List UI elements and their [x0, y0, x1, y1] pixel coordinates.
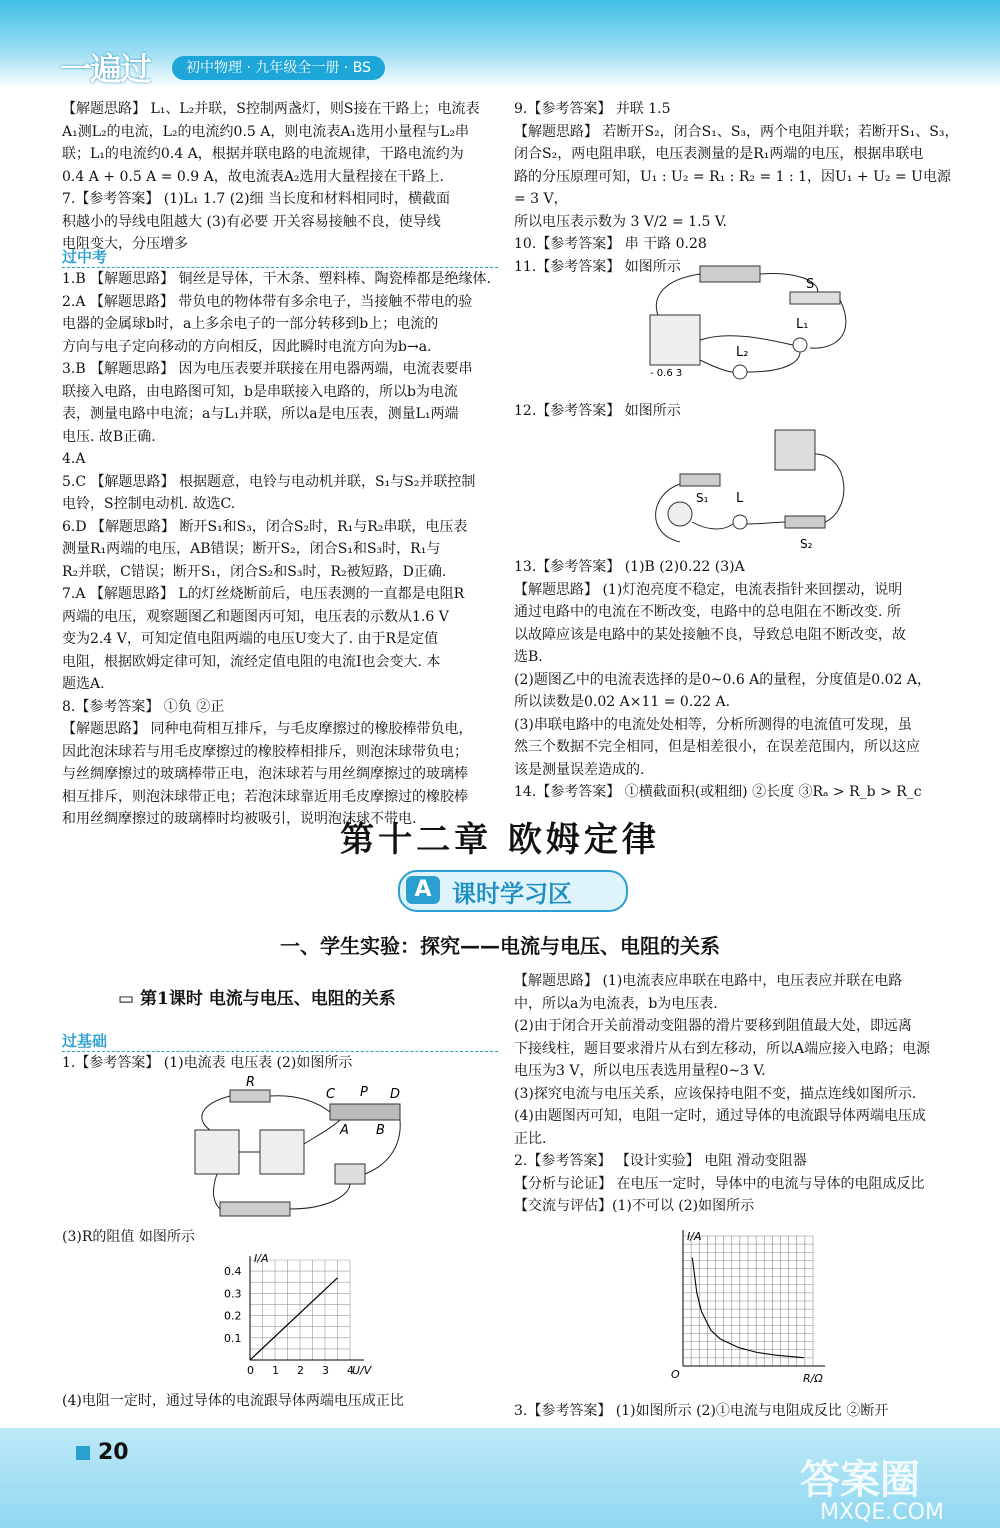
zone-letter-badge: A: [406, 876, 440, 904]
circuit-diagram-q1: [180, 1074, 420, 1224]
q1-4-line: [62, 1390, 508, 1413]
text-line: 6.D 【解题思路】 断开S₁和S₃，闭合S₂时，R₁与R₂串联，电压表: [62, 518, 468, 535]
text-line: 电阻变大，分压增多: [62, 236, 188, 252]
rheostat: [330, 1104, 400, 1120]
bulb-l2: [733, 365, 747, 379]
text-line: 该是测量误差造成的.: [514, 761, 645, 778]
text-line: 9.【参考答案】 并联 1.5: [514, 101, 671, 117]
label-s1: S₁: [696, 491, 709, 505]
x-tick-label: 2: [297, 1364, 304, 1377]
coil: [668, 502, 692, 526]
y-axis-label: I/A: [687, 1230, 702, 1243]
chart-i-u: [210, 1250, 390, 1388]
x-tick-label: 0: [247, 1364, 254, 1377]
book-icon: ▭: [118, 989, 140, 1009]
text-line: 【分析与论证】 在电压一定时，导体中的电流与导体的电阻成反比: [514, 1175, 925, 1192]
bulb-l: [733, 515, 747, 529]
q1-line: [62, 1052, 508, 1075]
wire: [656, 454, 844, 542]
battery: [220, 1202, 290, 1216]
bulb-l1: [793, 338, 807, 352]
text-line: 联接入电路，由电路图可知，b是串联接入电路的，所以b为电流: [62, 383, 458, 400]
label-d: D: [390, 1087, 401, 1102]
subject-pill: 初中物理 · 九年级全一册 · BS: [172, 56, 385, 80]
text-line: 下接线柱，题目要求滑片从右到左移动，所以A端应接入电路；电源: [514, 1040, 931, 1057]
text-line: 电压为3 V，所以电压表选用量程0~3 V.: [514, 1063, 766, 1079]
text-line: 方向与电子定向移动的方向相反，因此瞬时电流方向为b→a.: [62, 338, 432, 355]
left-answers-top: [62, 98, 508, 256]
text-line: 8.【参考答案】 ①负 ②正: [62, 698, 225, 715]
right-answers-top: [514, 98, 964, 278]
section-heading-label: 过基础: [62, 1032, 108, 1050]
text-line: (3)探究电流与电压关系，应该保持电阻不变，描点连线如图所示.: [514, 1085, 917, 1102]
text-line: 【解题思路】 L₁、L₂并联，S控制两盏灯，则S接在干路上；电流表: [62, 101, 480, 117]
text-line: 电压. 故B正确.: [62, 428, 156, 445]
label-l2: L₂: [736, 345, 749, 360]
right-answers-bottom: [514, 556, 964, 804]
text-line: (4)电阻一定时，通过导体的电流跟导体两端电压成正比: [62, 1393, 404, 1409]
wire: [656, 274, 700, 320]
text-line: 7.【参考答案】 (1)L₁ 1.7 (2)细 当长度和材料相同时，横截面: [62, 191, 450, 207]
wires: [700, 300, 846, 372]
text-line: 因此泡沫球若与用毛皮摩擦过的橡胶棒相排斥，则泡沫球带负电；: [62, 743, 468, 760]
text-line: 【解题思路】 (1)电流表应串联在电路中，电压表应并联在电路: [514, 973, 903, 989]
q12-line: [514, 400, 964, 423]
text-line: 闭合S₂，两电阻串联，电压表测量的是R₁两端的电压，根据串联电: [514, 146, 924, 162]
text-line: 以故障应该是电路中的某处接触不良，导致总电阻不断改变，故: [514, 626, 906, 643]
book-logo: 一遍过: [60, 50, 151, 88]
label-c: C: [326, 1087, 336, 1102]
text-line: 1.B 【解题思路】 铜丝是导体，干木条、塑料棒、陶瓷棒都是绝缘体.: [62, 271, 491, 287]
text-line: 7.A 【解题思路】 L的灯丝烧断前后，电压表测的一直都是电阻R: [62, 586, 465, 602]
text-line: (4)由题图丙可知，电阻一定时，通过导体的电流跟导体两端电压成: [514, 1108, 926, 1124]
text-line: 2.【参考答案】 【设计实验】 电阻 滑动变阻器: [514, 1153, 807, 1169]
text-line: 积越小的导线电阻越大 (3)有必要 开关容易接触不良，使导线: [62, 213, 441, 230]
text-line: 正比.: [514, 1130, 547, 1147]
text-line: 中，所以a为电流表，b为电压表.: [514, 995, 718, 1012]
lesson-title: [118, 984, 396, 1009]
text-line: 表，测量电路中电流；a与L₁并联，所以a是电压表，测量L₁两端: [62, 406, 459, 422]
page-number: 20: [98, 1440, 129, 1465]
label-r: R: [246, 1075, 256, 1090]
x-axis-label: U/V: [352, 1364, 372, 1377]
label-p: P: [360, 1085, 368, 1100]
page-marker-icon: [76, 1446, 90, 1460]
text-line: 【交流与评估】(1)不可以 (2)如图所示: [514, 1198, 755, 1214]
text-line: A₁测L₂的电流，L₂的电流约0.5 A，则电流表A₁选用小量程与L₂串: [62, 123, 469, 140]
text-line: 0.4 A + 0.5 A = 0.9 A，故电流表A₂选用大量程接在干路上.: [62, 168, 444, 185]
text-line: 12.【参考答案】 如图所示: [514, 403, 681, 419]
origin-label: O: [671, 1368, 680, 1381]
voltmeter: [260, 1130, 304, 1174]
text-line: 3.【参考答案】 (1)如图所示 (2)①电流与电阻成反比 ②断开: [514, 1403, 889, 1419]
text-line: 题选A.: [62, 676, 105, 692]
series-line: [250, 1278, 338, 1360]
text-line: 11.【参考答案】 如图所示: [514, 258, 681, 275]
text-line: 和用丝绸摩擦过的玻璃棒时均被吸引，说明泡沫球不带电.: [62, 811, 417, 827]
section-heading-guozhongkao: [62, 246, 498, 268]
text-line: 14.【参考答案】 ①横截面积(或粗细) ②长度 ③Rₐ > R_b > R_c: [514, 784, 922, 800]
label-b: B: [376, 1123, 385, 1138]
switch: [335, 1164, 365, 1184]
text-line: 10.【参考答案】 串 干路 0.28: [514, 236, 707, 252]
circuit-diagram-11: [640, 260, 860, 390]
text-line: 所以电压表示数为 3 V/2 = 1.5 V.: [514, 213, 728, 230]
section-heading-guojichu: [62, 1030, 498, 1052]
text-line: 1.【参考答案】 (1)电流表 电压表 (2)如图所示: [62, 1055, 353, 1071]
battery: [700, 266, 760, 282]
switch-s1-lever: [680, 474, 720, 486]
y-tick-label: 0.4: [224, 1265, 242, 1279]
resistor-r: [230, 1090, 270, 1102]
section-heading-label: 过中考: [62, 248, 108, 266]
text-line: 与丝绸摩擦过的玻璃棒带正电，泡沫球若与用丝绸摩擦过的玻璃棒: [62, 766, 468, 782]
left-answers-mid: [62, 268, 508, 831]
ammeter-scale: - 0.6 3: [650, 368, 683, 379]
text-line: 3.B 【解题思路】 因为电压表要并联接在用电器两端，电流表要串: [62, 361, 473, 377]
text-line: 所以读数是0.02 A×11 = 0.22 A.: [514, 694, 731, 710]
text-line: 相互排斥，则泡沫球带正电；若泡沫球靠近用毛皮摩擦过的橡胶棒: [62, 788, 468, 805]
label-a: A: [340, 1123, 349, 1138]
chapter-title: 第十二章 欧姆定律: [340, 820, 660, 860]
text-line: 路的分压原理可知，U₁ : U₂ = R₁ : R₂ = 1 : 1，因U₁ + U₂ = U电源 = 3 V，: [514, 168, 951, 207]
text-line: 4.A: [62, 451, 86, 467]
x-tick-label: 3: [322, 1364, 329, 1377]
right-lesson-answers: [514, 970, 964, 1218]
text-line: 【解题思路】 若断开S₂，闭合S₁、S₃，两个电阻并联；若断开S₁、S₃，: [514, 123, 959, 140]
text-line: 【解题思路】 (1)灯泡亮度不稳定，电流表指针来回摆动，说明: [514, 581, 903, 598]
text-line: 电阻，根据欧姆定律可知，流经定值电阻的电流I也会变大. 本: [62, 653, 441, 670]
switch-s2: [785, 516, 825, 528]
watermark-logo: 答案圈: [800, 1457, 920, 1503]
text-line: 通过电路中的电流在不断改变，电路中的总电阻在不断改变. 所: [514, 604, 901, 620]
text-line: 2.A 【解题思路】 带负电的物体带有多余电子，当接触不带电的验: [62, 293, 473, 310]
text-line: (3)串联电路中的电流处处相等，分析所测得的电流值可发现，虽: [514, 716, 912, 733]
text-line: 电铃，S控制电动机. 故选C.: [62, 496, 236, 512]
lesson-title-text: 第1课时 电流与电压、电阻的关系: [139, 989, 396, 1009]
watermark-url: MXQE.COM: [820, 1500, 944, 1525]
ammeter: [650, 315, 700, 365]
text-line: 【解题思路】 同种电荷相互排斥，与毛皮摩擦过的橡胶棒带负电，: [62, 721, 473, 737]
text-line: 两端的电压，观察题图乙和题图丙可知，电压表的示数从1.6 V: [62, 608, 449, 625]
label-s2: S₂: [800, 537, 813, 551]
y-tick-label: 0.2: [224, 1309, 242, 1323]
text-line: 联；L₁的电流约0.4 A，根据并联电路的电流规律，干路电流约为: [62, 146, 464, 162]
q1-3-line: [62, 1226, 508, 1249]
label-l: L: [736, 491, 744, 506]
chart-i-r: [665, 1228, 835, 1388]
y-tick-label: 0.3: [224, 1287, 242, 1301]
y-axis-label: I/A: [254, 1252, 269, 1265]
text-line: 然三个数据不完全相同，但是相差很小，在误差范围内，所以这应: [514, 739, 920, 755]
ammeter: [195, 1130, 239, 1174]
x-axis-label: R/Ω: [803, 1372, 823, 1385]
text-line: R₂并联，C错误；断开S₁，闭合S₂和S₃时，R₂被短路，D正确.: [62, 563, 447, 580]
circuit-diagram-12: [640, 424, 860, 554]
text-line: 电器的金属球b时，a上多余电子的一部分转移到b上；电流的: [62, 316, 439, 332]
zone-title: 课时学习区: [452, 880, 572, 908]
switch-s: [790, 292, 840, 304]
x-tick-label: 4: [347, 1364, 354, 1377]
text-line: (2)题图乙中的电流表选择的是0~0.6 A的量程，分度值是0.02 A，: [514, 671, 932, 688]
text-line: 变为2.4 V，可知定值电阻两端的电压U变大了. 由于R是定值: [62, 631, 439, 647]
text-line: 5.C 【解题思路】 根据题意，电铃与电动机并联，S₁与S₂并联控制: [62, 473, 476, 490]
y-tick-label: 0.1: [224, 1331, 242, 1345]
text-line: 选B.: [514, 649, 543, 665]
text-line: 测量R₁两端的电压，AB错误；断开S₂，闭合S₁和S₃时，R₁与: [62, 541, 441, 557]
text-line: (3)R的阻值 如图所示: [62, 1229, 195, 1245]
q3-line: [514, 1400, 964, 1423]
battery-pack: [775, 430, 815, 470]
section-title: 一、学生实验：探究——电流与电压、电阻的关系: [280, 934, 720, 958]
label-l1: L₁: [796, 317, 809, 332]
text-line: (2)由于闭合开关前滑动变阻器的滑片要移到阻值最大处，即远离: [514, 1018, 912, 1034]
text-line: 13.【参考答案】 (1)B (2)0.22 (3)A: [514, 559, 745, 575]
label-s: S: [806, 277, 815, 292]
x-tick-label: 1: [272, 1364, 279, 1377]
